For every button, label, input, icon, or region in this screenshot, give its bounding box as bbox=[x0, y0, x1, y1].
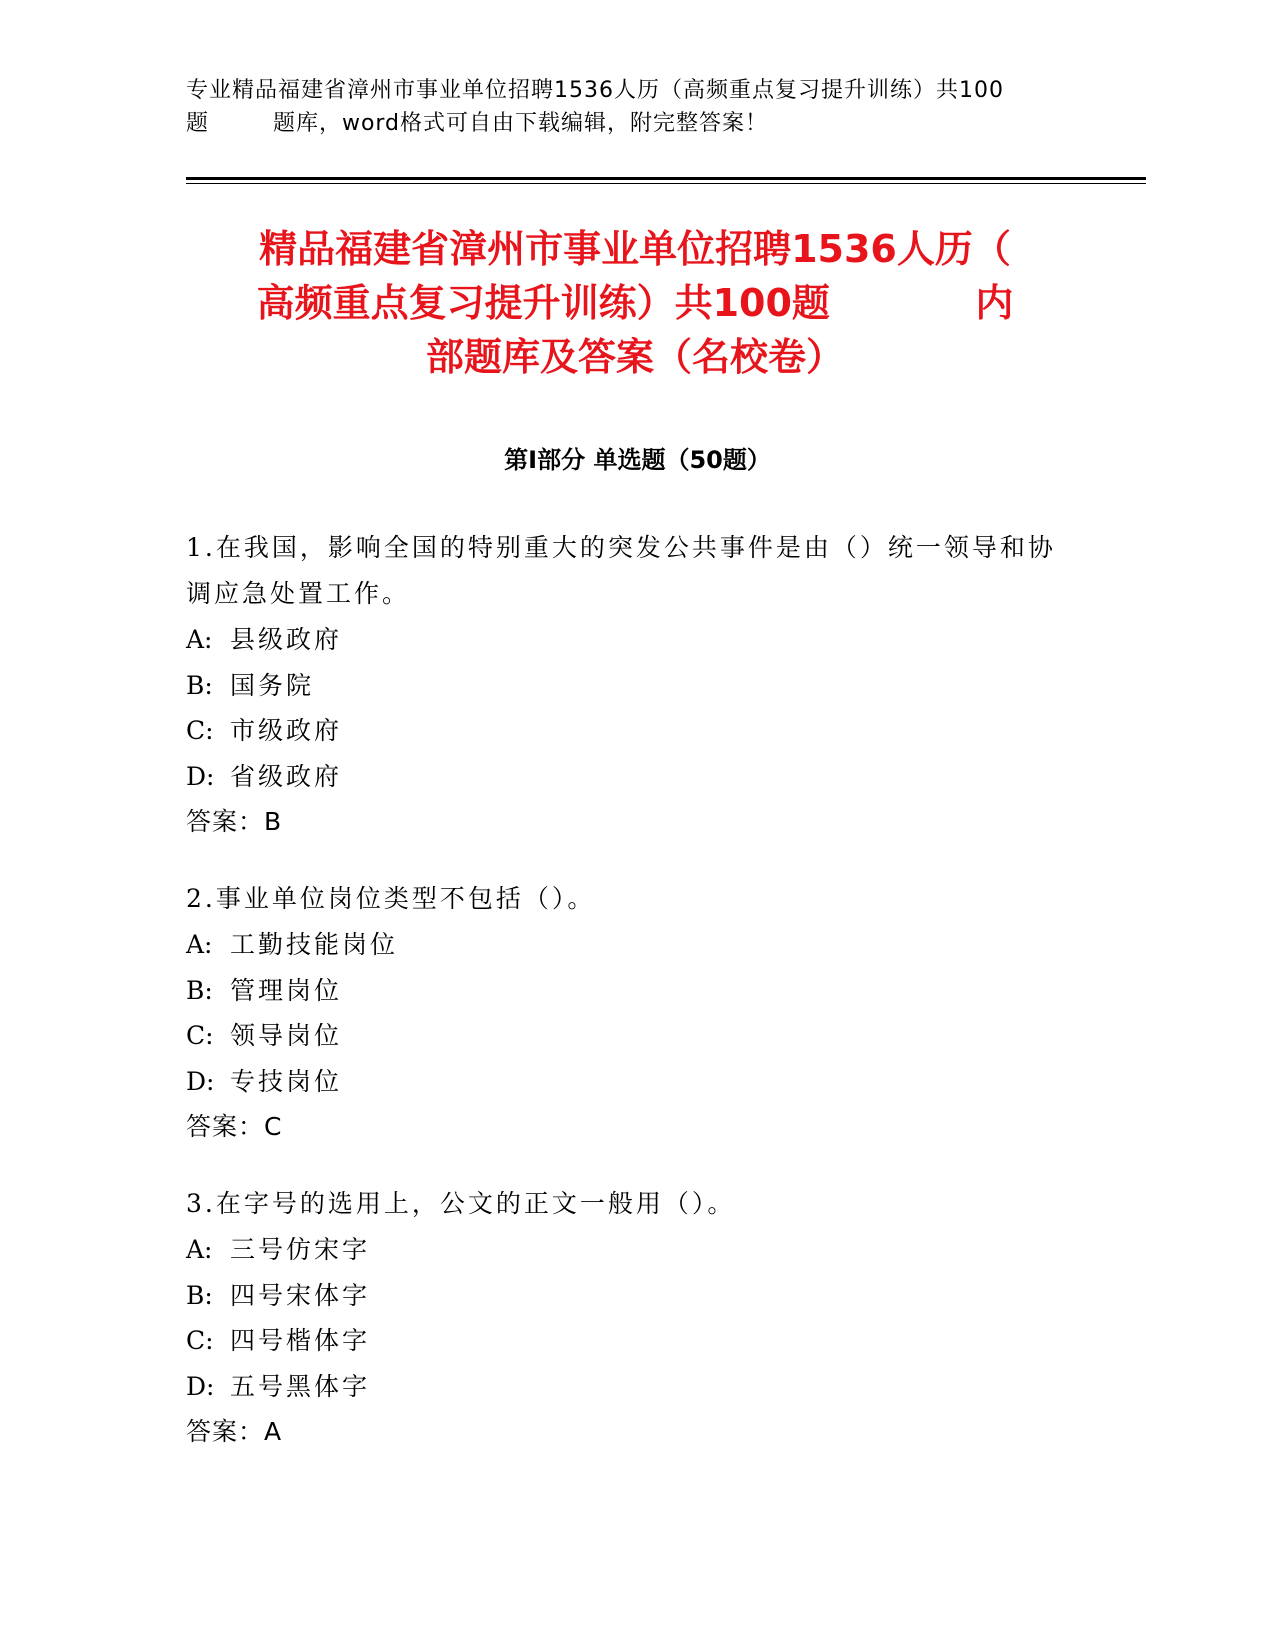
answer-text: 答案：C bbox=[186, 1112, 283, 1141]
option-text: 五号黑体字 bbox=[230, 1371, 371, 1401]
option-text: 三号仿宋字 bbox=[230, 1235, 371, 1264]
question-item bbox=[186, 876, 1066, 1149]
header-note-line: 专业精品福建省漳州市事业单位招聘1536人历（高频重点复习提升训练）共100 bbox=[186, 78, 1004, 103]
question-list bbox=[186, 525, 1066, 1486]
question-text: 2.事业单位岗位类型不包括（）。 bbox=[186, 884, 596, 913]
title-line: 高频重点复习提升训练）共100题 内 bbox=[256, 281, 1014, 325]
option-row bbox=[186, 708, 1066, 754]
title-line: 部题库及答案（名校卷） bbox=[425, 335, 844, 379]
option-row bbox=[186, 617, 1066, 663]
option-key: D: bbox=[186, 1066, 215, 1096]
option-key: D: bbox=[186, 761, 215, 791]
header-note-line: 题 题库，word格式可自由下载编辑，附完整答案！ bbox=[186, 111, 769, 136]
option-row bbox=[186, 754, 1066, 800]
option-text: 四号宋体字 bbox=[230, 1280, 371, 1310]
header-note bbox=[186, 74, 1086, 140]
option-row bbox=[186, 968, 1066, 1014]
option-key: A: bbox=[186, 625, 213, 654]
option-key: A: bbox=[186, 930, 213, 959]
option-key: C: bbox=[186, 1021, 214, 1050]
option-key: B: bbox=[186, 975, 213, 1005]
option-text: 省级政府 bbox=[230, 761, 343, 791]
option-key: A: bbox=[186, 1235, 213, 1264]
option-row bbox=[186, 1364, 1066, 1410]
section-title: 第Ⅰ部分 单选题（50题） bbox=[504, 446, 771, 474]
option-text: 专技岗位 bbox=[230, 1066, 343, 1096]
option-key: B: bbox=[186, 1280, 213, 1310]
option-text: 市级政府 bbox=[230, 716, 343, 745]
option-key: C: bbox=[186, 1326, 214, 1355]
question-item bbox=[186, 525, 1066, 844]
option-row bbox=[186, 1273, 1066, 1319]
option-text: 国务院 bbox=[230, 670, 315, 700]
option-row bbox=[186, 1059, 1066, 1105]
question-text: 3.在字号的选用上，公文的正文一般用（）。 bbox=[186, 1189, 736, 1218]
option-row bbox=[186, 1318, 1066, 1364]
question-item bbox=[186, 1181, 1066, 1454]
option-row bbox=[186, 663, 1066, 709]
title-line: 精品福建省漳州市事业单位招聘1536人历（ bbox=[259, 227, 1011, 271]
option-text: 管理岗位 bbox=[230, 975, 343, 1005]
option-text: 领导岗位 bbox=[230, 1021, 343, 1050]
answer-text: 答案：B bbox=[186, 807, 283, 836]
option-key: B: bbox=[186, 670, 213, 700]
option-key: C: bbox=[186, 716, 214, 745]
option-row bbox=[186, 1013, 1066, 1059]
question-text: 1.在我国，影响全国的特别重大的突发公共事件是由（）统一领导和协调应急处置工作。 bbox=[186, 533, 1056, 608]
answer-text: 答案：A bbox=[186, 1417, 283, 1446]
document-title bbox=[180, 222, 1090, 384]
option-text: 工勤技能岗位 bbox=[230, 930, 399, 959]
option-row bbox=[186, 1227, 1066, 1273]
option-key: D: bbox=[186, 1371, 215, 1401]
option-row bbox=[186, 922, 1066, 968]
header-rule-thick bbox=[186, 177, 1146, 180]
option-text: 四号楷体字 bbox=[230, 1326, 371, 1355]
option-text: 县级政府 bbox=[230, 625, 343, 654]
header-rule-thin bbox=[186, 183, 1146, 184]
